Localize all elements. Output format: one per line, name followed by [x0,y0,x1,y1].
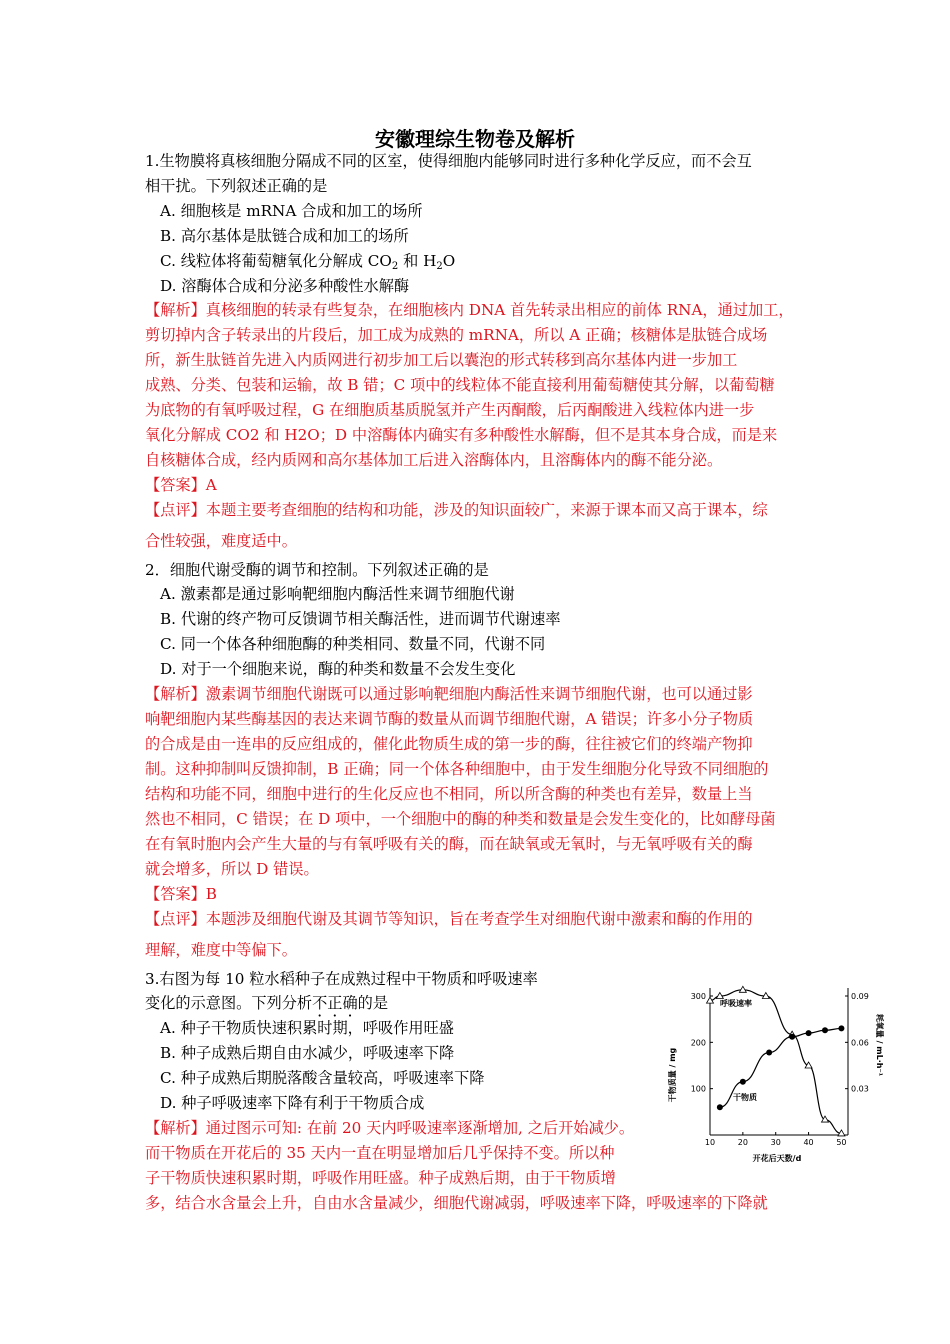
right-y-tick-label: 0.03 [851,1084,869,1094]
emphasis-char: 确 [342,994,358,1012]
series-label-respiration: 呼吸速率 [720,999,752,1008]
series-line-respiration [710,990,841,1134]
q2-analysis-line: 响靶细胞内某些酶基因的表达来调节酶的数量从而调节细胞代谢，A 错误；许多小分子物质 [145,710,754,728]
q3-analysis-line: 而干物质在开花后的 35 天内一直在明显增加后几乎保持不变。所以种 [145,1144,615,1162]
right-y-tick-label: 0.06 [851,1038,869,1048]
q1-option-c-text: C. 线粒体将葡萄糖氧化分解成 CO [160,252,392,270]
q3-stem-line-2 [145,992,388,1014]
q1-analysis-line: 氧化分解成 CO2 和 H2O；D 中溶酶体内确实有多种酸性水解酶，但不是其本身合成，而是来 [145,426,778,444]
left-y-tick-label: 100 [690,1084,706,1094]
q1-answer: 【答案】A [145,476,217,494]
q1-analysis-line: 所，新生肽链首先进入内质网进行初步加工后以囊泡的形式转移到高尔基体内进一步加工 [145,351,738,369]
q1-stem-line-2: 相干扰。下列叙述正确的是 [145,177,328,195]
left-axis-label: 干物质量 / mg [668,1047,677,1103]
q3-stem-text: 的是 [357,994,388,1012]
q3-analysis-line: 【解析】通过图示可知: 在前 20 天内呼吸速率逐渐增加, 之后开始减少。 [145,1119,635,1137]
seed-maturation-chart [665,970,884,1170]
subscript: 2 [436,261,443,272]
q2-option-d: D. 对于一个细胞来说，酶的种类和数量不会发生变化 [160,660,516,678]
q2-comment-line: 【点评】本题涉及细胞代谢及其调节等知识，旨在考查学生对细胞代谢中激素和酶的作用的 [145,910,753,928]
dry-matter-point [740,1079,746,1085]
q3-option-b: B. 种子成熟后期自由水减少，呼吸速率下降 [160,1044,455,1062]
q1-option-a: A. 细胞核是 mRNA 合成和加工的场所 [160,202,423,220]
q3-stem-text: 变化的示意图。下列分析 [145,994,313,1012]
left-y-tick-label: 200 [690,1038,706,1048]
q2-analysis-line: 在有氧时胞内会产生大量的与有氧呼吸有关的酶，而在缺氧或无氧时，与无氧呼吸有关的酶 [145,835,753,853]
respiration-point [739,986,746,992]
q1-analysis-line: 【解析】真核细胞的转录有些复杂，在细胞核内 DNA 首先转录出相应的前体 RNA，通过加工， [145,301,794,319]
q1-analysis-line: 成熟、分类、包装和运输，故 B 错；C 项中的线粒体不能直接利用葡萄糖使其分解，以葡萄糖 [145,376,775,394]
q3-option-d: D. 种子呼吸速率下降有利于干物质合成 [160,1094,425,1112]
x-tick-label: 20 [737,1138,748,1147]
x-axis-label: 开花后天数/d [752,1154,802,1163]
x-tick-label: 30 [770,1138,781,1147]
emphasis-char: 不 [312,994,328,1012]
q1-option-b: B. 高尔基体是肽链合成和加工的场所 [160,227,409,245]
q2-answer: 【答案】B [145,885,217,903]
x-tick-label: 10 [704,1138,716,1147]
q2-analysis-line: 的合成是由一连串的反应组成的，催化此物质生成的第一步的酶，往往被它们的终端产物抑 [145,735,753,753]
q1-comment-line: 【点评】本题主要考查细胞的结构和功能，涉及的知识面较广，来源于课本而又高于课本，综 [145,501,768,519]
q1-analysis-line: 剪切掉内含子转录出的片段后，加工成为成熟的 mRNA，所以 A 正确；核糖体是肽链合成场 [145,326,768,344]
q3-analysis-line: 子干物质快速积累时期，呼吸作用旺盛。种子成熟后期，由于干物质增 [145,1169,616,1187]
q3-option-c: C. 种子成熟后期脱落酸含量较高，呼吸速率下降 [160,1069,485,1087]
q1-option-c-text: 和 H [398,252,437,270]
q2-analysis-line: 【解析】激素调节细胞代谢既可以通过影响靶细胞内酶活性来调节细胞代谢，也可以通过影 [145,685,753,703]
q3-analysis-line: 多，结合水含量会上升，自由水含量减少，细胞代谢减弱，呼吸速率下降，呼吸速率的下降就 [145,1194,768,1212]
q3-option-a: A. 种子干物质快速积累时期，呼吸作用旺盛 [160,1019,454,1037]
q1-stem-line-1: 1.生物膜将真核细胞分隔成不同的区室，使得细胞内能够同时进行多种化学反应，而不会互 [145,152,752,170]
dry-matter-point [838,1025,844,1031]
q1-option-d: D. 溶酶体合成和分泌多种酸性水解酶 [160,277,410,295]
x-tick-label: 40 [803,1138,814,1147]
q2-analysis-line: 就会增多，所以 D 错误。 [145,860,319,878]
q1-analysis-line: 自核糖体合成，经内质网和高尔基体加工后进入溶酶体内，且溶酶体内的酶不能分泌。 [145,451,723,469]
q1-option-c [160,250,455,278]
subscript: 2 [391,261,399,272]
q2-stem: 2．细胞代谢受酶的调节和控制。下列叙述正确的是 [145,561,489,579]
q2-option-c: C. 同一个体各种细胞酶的种类相同、数量不同，代谢不同 [160,635,546,653]
right-axis-label: 耗氧量 / mL·h⁻¹ [875,1013,884,1077]
q1-analysis-line: 为底物的有氧呼吸过程，G 在细胞质基质脱氢并产生丙酮酸，后丙酮酸进入线粒体内进一步 [145,401,755,419]
q2-analysis-line: 结构和功能不同，细胞中进行的生化反应也不相同，所以所含酶的种类也有差异，数量上当 [145,785,753,803]
series-label-dry-matter: 干物质 [733,1093,757,1102]
dry-matter-point [806,1030,812,1036]
q2-comment-line: 理解，难度中等偏下。 [145,941,297,959]
dry-matter-point [822,1027,828,1033]
q2-option-b: B. 代谢的终产物可反馈调节相关酶活性，进而调节代谢速率 [160,610,561,628]
left-y-tick-label: 300 [690,992,706,1001]
right-y-tick-label: 0.09 [851,992,869,1001]
q1-comment-line: 合性较强，难度适中。 [145,532,297,550]
q1-option-c-text: O [442,252,456,270]
q2-option-a: A. 激素都是通过影响靶细胞内酶活性来调节细胞代谢 [160,585,515,603]
emphasis-char: 正 [327,994,343,1012]
page-title: 安徽理综生物卷及解析 [375,127,575,151]
x-tick-label: 50 [836,1138,847,1147]
q2-analysis-line: 制。这种抑制叫反馈抑制，B 正确；同一个体各种细胞中，由于发生细胞分化导致不同细胞的 [145,760,769,778]
q3-stem-line-1: 3.右图为每 10 粒水稻种子在成熟过程中干物质和呼吸速率 [145,970,538,988]
dry-matter-point [789,1034,795,1040]
q2-analysis-line: 然也不相同，C 错误；在 D 项中，一个细胞中的酶的种类和数量是会发生变化的，比如酵母菌 [145,810,776,828]
dry-matter-point [717,1104,723,1110]
dry-matter-point [766,1050,772,1056]
